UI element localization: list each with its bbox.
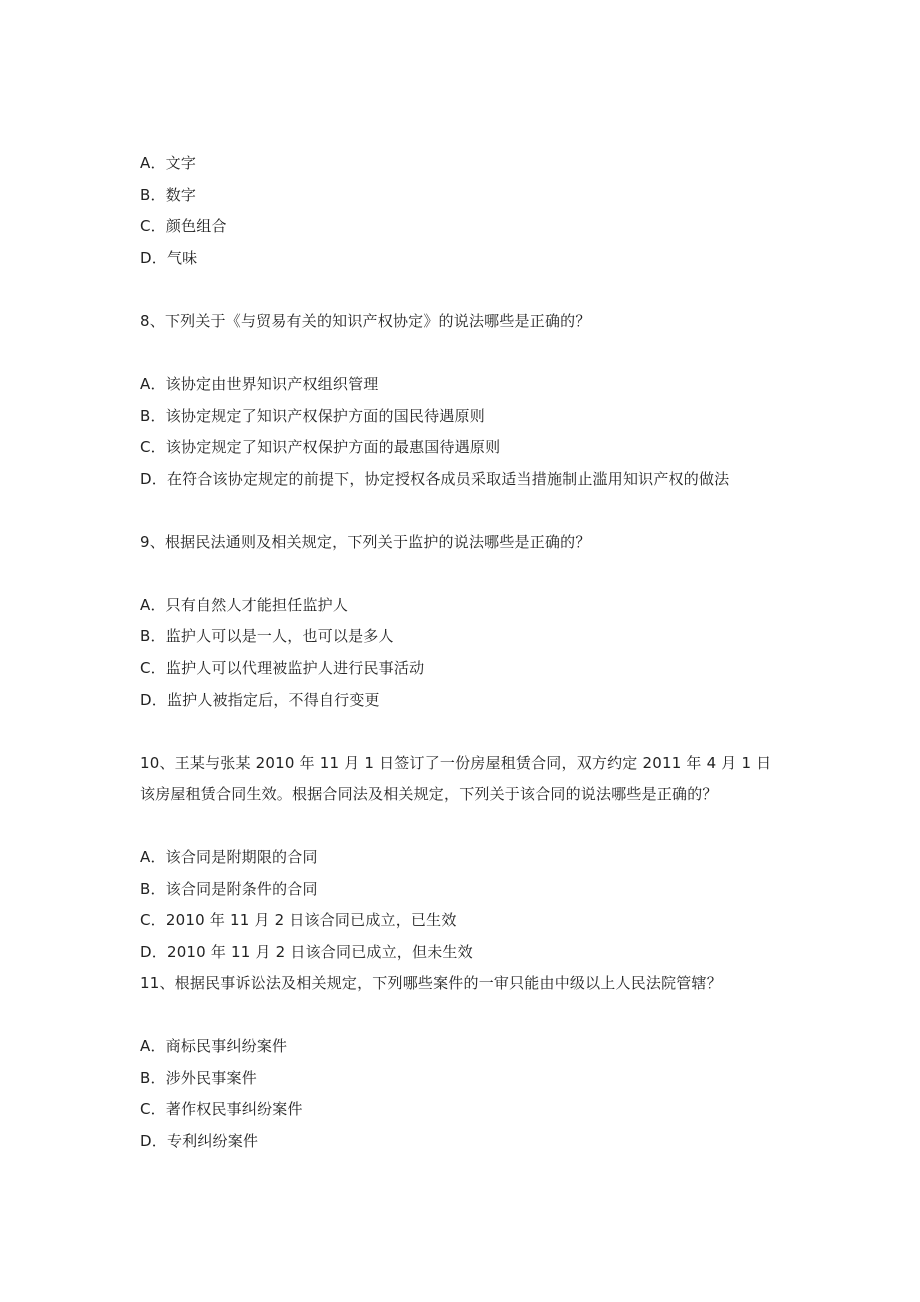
q8-option-b: B．该协定规定了知识产权保护方面的国民待遇原则 xyxy=(140,407,485,425)
q11-option-c: C．著作权民事纠纷案件 xyxy=(140,1100,303,1118)
q9-option-d: D．监护人被指定后，不得自行变更 xyxy=(140,691,380,709)
q10-stem-line1: 10、王某与张某 2010 年 11 月 1 日签订了一份房屋租赁合同，双方约定 2011 年 4 月 1 日 xyxy=(140,754,772,772)
q7-option-b: B．数字 xyxy=(140,186,197,204)
q7-option-d: D．气味 xyxy=(140,249,198,267)
q8-option-a: A．该协定由世界知识产权组织管理 xyxy=(140,375,379,393)
q8-option-c: C．该协定规定了知识产权保护方面的最惠国待遇原则 xyxy=(140,438,501,456)
q10-option-a: A．该合同是附期限的合同 xyxy=(140,848,318,866)
q10-option-b: B．该合同是附条件的合同 xyxy=(140,880,318,898)
q11-stem: 11、根据民事诉讼法及相关规定，下列哪些案件的一审只能由中级以上人民法院管辖？ xyxy=(140,974,722,992)
q9-option-c: C．监护人可以代理被监护人进行民事活动 xyxy=(140,659,425,677)
q9-stem: 9、根据民法通则及相关规定，下列关于监护的说法哪些是正确的？ xyxy=(140,533,591,551)
q7-option-c: C．颜色组合 xyxy=(140,217,227,235)
q10-option-c: C．2010 年 11 月 2 日该合同已成立，已生效 xyxy=(140,911,457,929)
q10-option-d: D．2010 年 11 月 2 日该合同已成立，但未生效 xyxy=(140,943,473,961)
q9-option-a: A．只有自然人才能担任监护人 xyxy=(140,596,349,614)
q8-stem: 8、下列关于《与贸易有关的知识产权协定》的说法哪些是正确的？ xyxy=(140,312,591,330)
q7-option-a: A．文字 xyxy=(140,154,197,172)
q8-option-d: D．在符合该协定规定的前提下，协定授权各成员采取适当措施制止滥用知识产权的做法 xyxy=(140,470,730,488)
q11-option-d: D．专利纠纷案件 xyxy=(140,1132,259,1150)
q11-option-a: A．商标民事纠纷案件 xyxy=(140,1037,288,1055)
q10-stem-line2: 该房屋租赁合同生效。根据合同法及相关规定，下列关于该合同的说法哪些是正确的？ xyxy=(140,785,718,803)
q11-option-b: B．涉外民事案件 xyxy=(140,1069,257,1087)
q9-option-b: B．监护人可以是一人，也可以是多人 xyxy=(140,627,394,645)
